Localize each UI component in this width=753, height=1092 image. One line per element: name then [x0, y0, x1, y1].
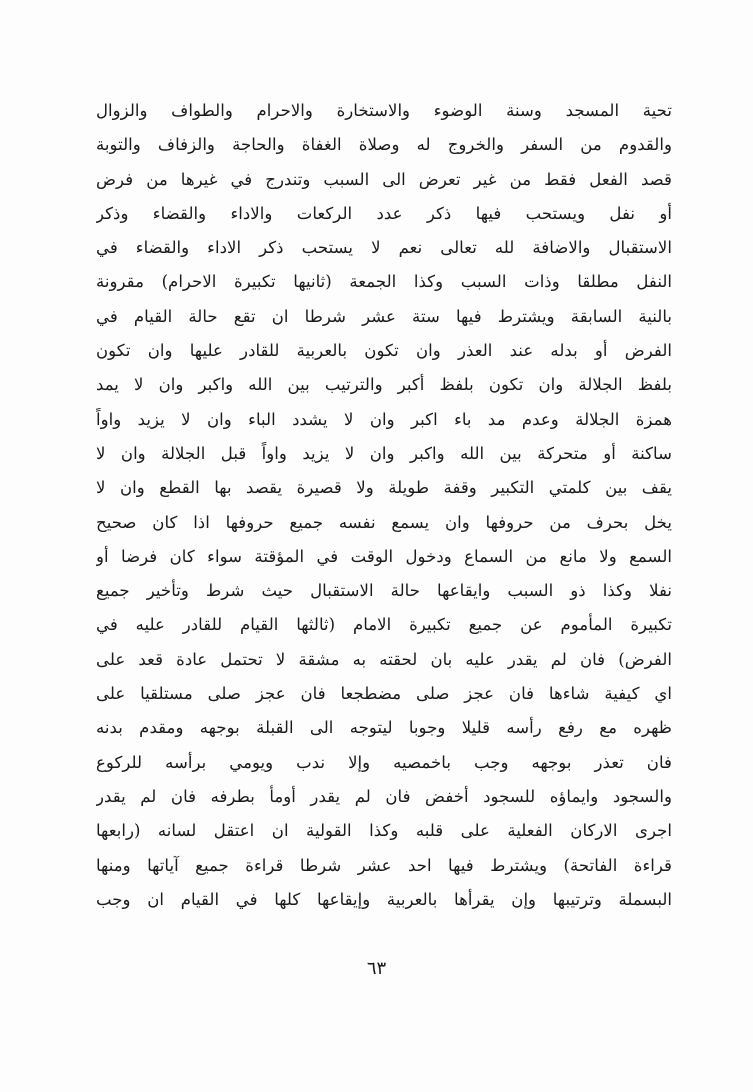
text-line: الاستقبال والاضافة لله تعالى نعم لا يستحب ذكر الاداء والقضاء في	[96, 238, 672, 258]
page-number: ٦٣	[366, 958, 387, 979]
text-line: الفرض) فان لم يقدر عليه بان لحقته به مشقة لا تحتمل عادة قعد على	[96, 649, 672, 669]
text-line: تحية المسجد وسنة الوضوء والاستخارة والاحرام والطواف والزوال	[96, 101, 672, 120]
text-line: بالنية السابقة ويشترط فيها ستة عشر شرطا ان تقع حالة القيام في	[96, 306, 672, 326]
text-line: والسجود وايماؤه للسجود أخفض فان لم يقدر أومأ بطرفه فان لم يقدر	[96, 786, 672, 806]
text-line: يقف بين كلمتي التكبير وقفة طويلة ولا قصيرة يقصد بها القطع وان لا	[96, 478, 672, 498]
text-line: بلفظ الجلالة وان تكون بلفظ أكبر والترتيب بين الله واكبر وان لا يمد	[96, 375, 672, 395]
text-line: أو نفل ويستحب فيها ذكر عدد الركعات والاداء والقضاء وذكر	[96, 203, 672, 223]
text-line: اي كيفية شاءها فان عجز صلى مضطجعا فان عجز صلى مستلقيا على	[96, 684, 672, 704]
text-line: ظهره مع رفع رأسه قليلا وجوبا ليتوجه الى القبلة بوجهه ومقدم بدنه	[96, 718, 672, 738]
text-line: ساكنة أو متحركة بين الله واكبر وان لا يزيد واواً قبل الجلالة وان لا	[96, 443, 672, 463]
text-line: تكبيرة المأموم عن جميع تكبيرة الامام (ثالثها القيام للقادر عليه في	[96, 615, 672, 635]
text-line: النفل مطلقا وذات السبب وكذا الجمعة (ثانيها تكبيرة الاحرام) مقرونة	[96, 272, 672, 292]
text-line: يخل بحرف من حروفها وان يسمع نفسه جميع حروفها اذا كان صحيح	[96, 512, 672, 532]
text-line: والقدوم من السفر والخروج له وصلاة الغفاة والحاجة والزفاف والتوبة	[96, 135, 672, 155]
text-line: البسملة وترتيبها وإن يقرأها بالعربية وإيقاعها كلها في القيام ان وجب	[96, 889, 672, 909]
text-line: قصد الفعل فقط من غير تعرض الى السبب وتندرج في غيرها من فرض	[96, 169, 672, 189]
body-text	[96, 94, 672, 917]
text-line: قراءة الفاتحة) ويشترط فيها احد عشر شرطا قراءة جميع آياتها ومنها	[96, 855, 672, 875]
text-line: السمع ولا مانع من السماع ودخول الوقت في المؤقتة سواء كان فرضا أو	[96, 546, 672, 566]
text-line: نفلا وكذا ذو السبب وايقاعها حالة الاستقبال حيث شرط وتأخير جميع	[96, 581, 672, 601]
text-line: اجرى الاركان الفعلية على قلبه وكذا القولية ان اعتقل لسانه (رابعها	[96, 821, 672, 841]
text-line: فان تعذر بوجهه وجب باخمصيه وإلا ندب ويومي برأسه للركوع	[96, 752, 672, 772]
text-line: همزة الجلالة وعدم مد باء اكبر وان لا يشدد الباء وان لا يزيد واواً	[96, 409, 672, 429]
text-line: الفرض أو بدله عند العذر وان تكون بالعربية للقادر عليها وان تكون	[96, 341, 672, 361]
